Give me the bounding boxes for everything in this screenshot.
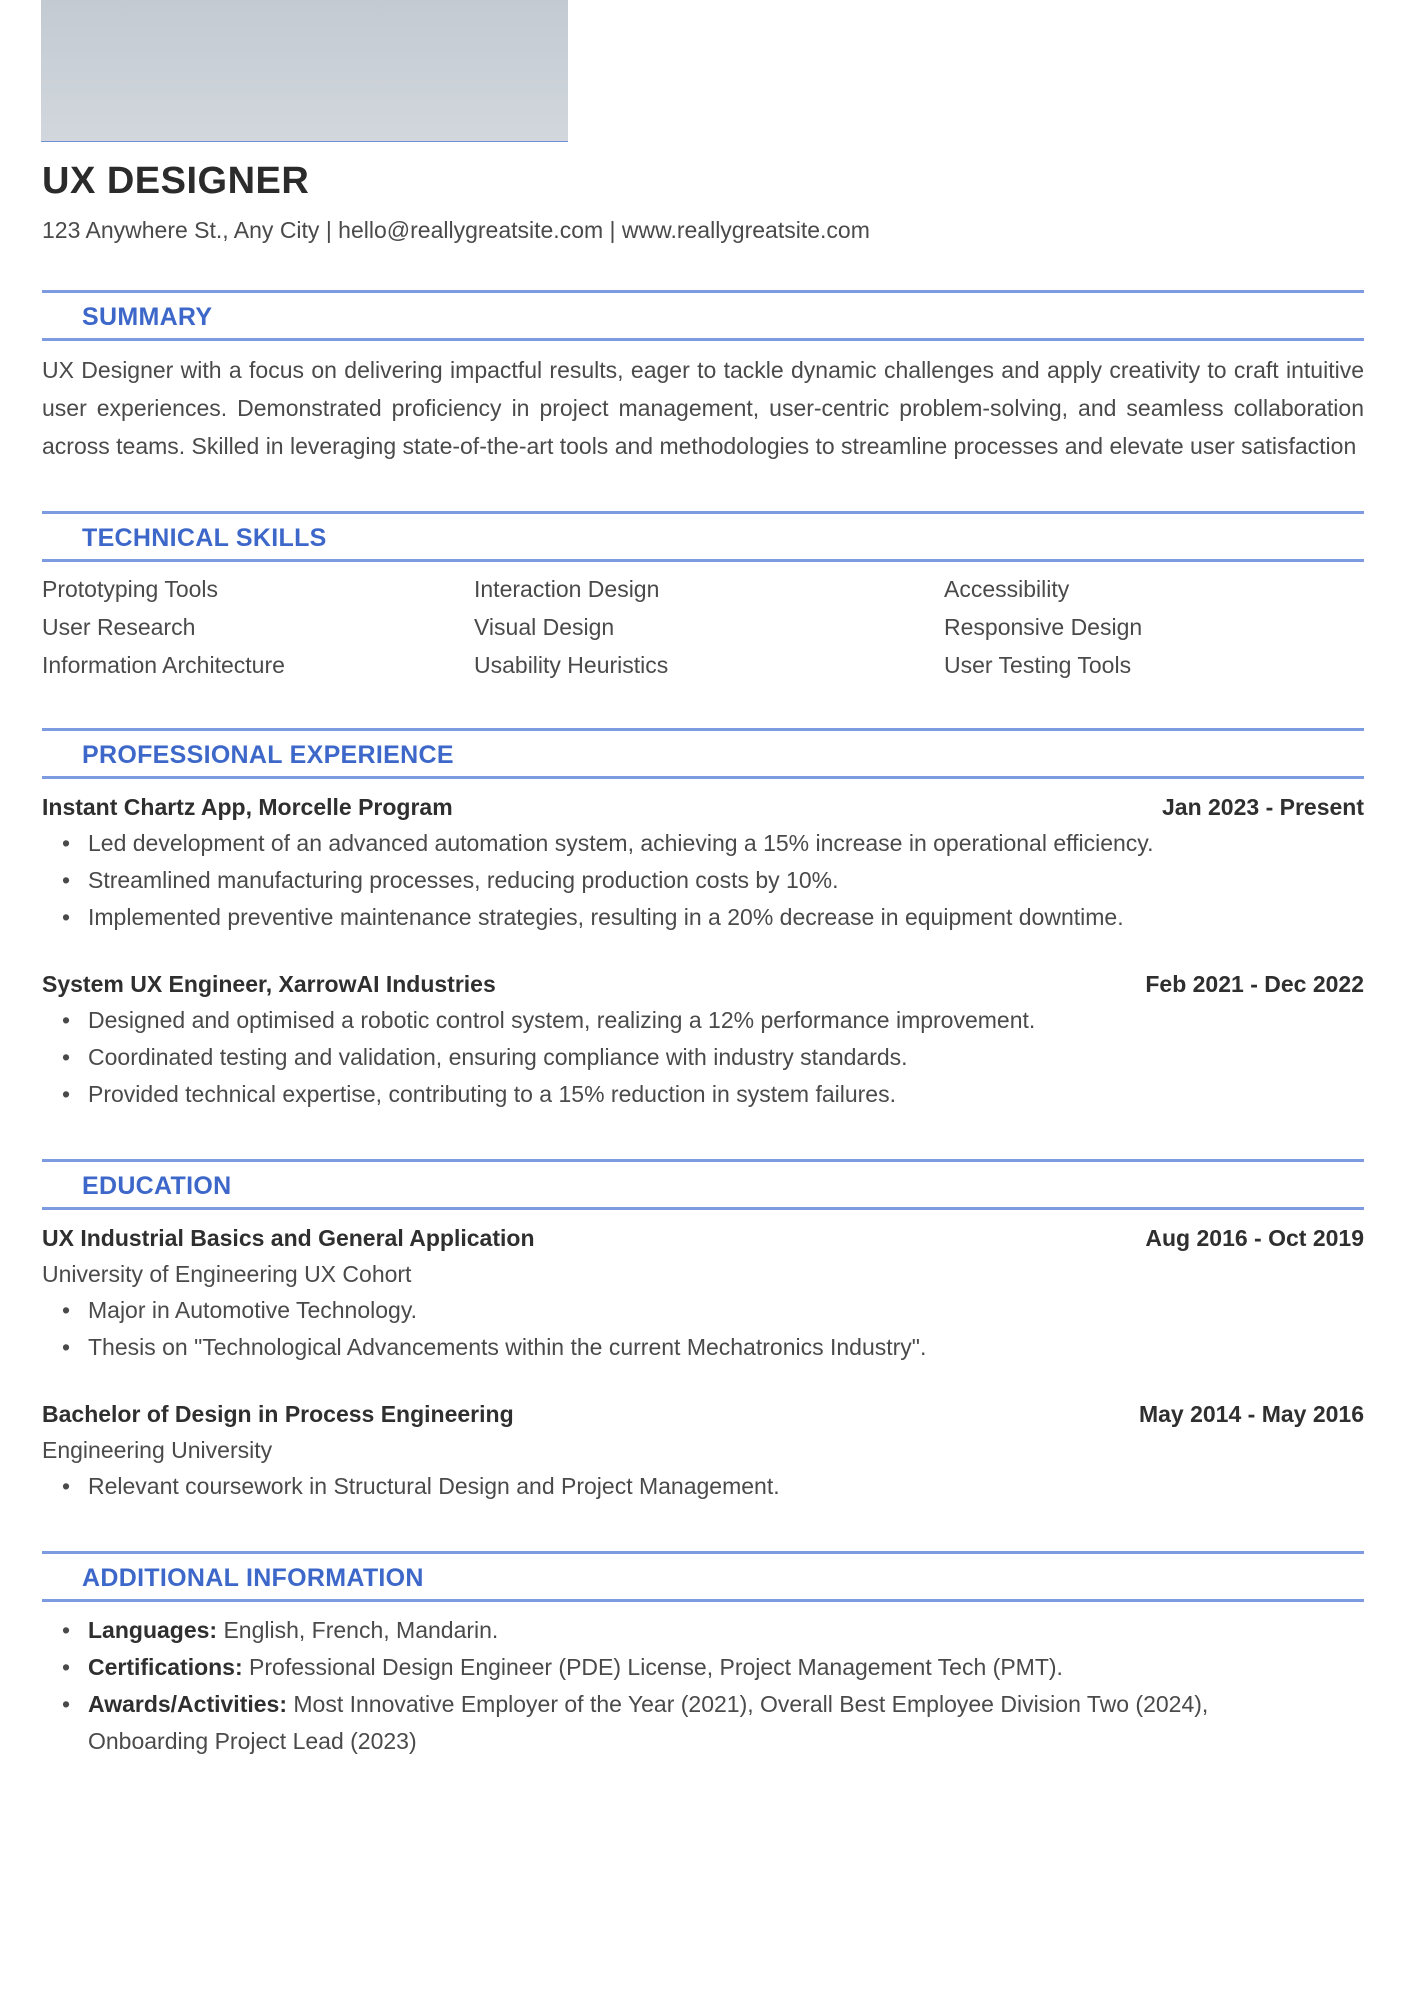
info-text: Professional Design Engineer (PDE) License, Project Management Tech (PMT). xyxy=(242,1654,1063,1680)
summary-text: UX Designer with a focus on delivering impactful results, eager to tackle dynamic challenges and apply creativity to craft intuitive user experiences. Demonstrated proficiency in project management, user-centric problem-solving, and seamless collaboration across teams. Skilled in leveraging state-of-the-art tools and methodologies to streamline processes and elevate user satisfaction xyxy=(42,357,1364,459)
job-header xyxy=(42,966,1364,1002)
job-dates: Feb 2021 - Dec 2022 xyxy=(1145,971,1364,997)
resume-page xyxy=(42,150,1364,1760)
job-title: System UX Engineer, XarrowAI Industries xyxy=(42,971,496,997)
job-dates: Jan 2023 - Present xyxy=(1161,794,1364,820)
list-item: • Implemented preventive maintenance strategies, resulting in a 20% decrease in equipment downtime. xyxy=(88,899,1364,936)
skill-item: Visual Design xyxy=(474,614,615,640)
experience-section xyxy=(42,728,1364,1113)
info-text: Most Innovative Employer of the Year (2021), Overall Best Employee Division Two (2024), Onboarding Project Lead (2023) xyxy=(88,1691,1209,1754)
list-item: • Designed and optimised a robotic control system, realizing a 12% performance improvement. xyxy=(88,1002,1364,1039)
info-label: Awards/Activities: xyxy=(88,1691,287,1717)
photo-placeholder xyxy=(41,0,568,142)
education-title: Bachelor of Design in Process Engineering xyxy=(42,1401,514,1427)
skills-section xyxy=(42,511,1364,682)
list-item: • Relevant coursework in Structural Design and Project Management. xyxy=(88,1468,1364,1505)
education-section xyxy=(42,1159,1364,1505)
education-title: UX Industrial Basics and General Application xyxy=(42,1225,535,1251)
additional-section xyxy=(42,1551,1364,1760)
job-title: Instant Chartz App, Morcelle Program xyxy=(42,794,453,820)
education-dates: May 2014 - May 2016 xyxy=(1138,1401,1364,1427)
skill-item: Interaction Design xyxy=(474,576,660,602)
summary-section xyxy=(42,290,1364,465)
info-text: English, French, Mandarin. xyxy=(217,1617,499,1643)
education-entry xyxy=(42,1396,1364,1505)
education-institution: Engineering University xyxy=(42,1437,273,1463)
skills-heading: TECHNICAL SKILLS xyxy=(42,511,1364,562)
skill-item: User Testing Tools xyxy=(944,652,1132,678)
list-item: • Streamlined manufacturing processes, reducing production costs by 10%. xyxy=(88,862,1364,899)
contact-line: 123 Anywhere St., Any City | hello@reallygreatsite.com | www.reallygreatsite.com xyxy=(42,217,870,243)
education-dates: Aug 2016 - Oct 2019 xyxy=(1145,1225,1364,1251)
page-title: UX DESIGNER xyxy=(42,160,310,202)
job-entry xyxy=(42,966,1364,1113)
info-label: Certifications: xyxy=(88,1654,243,1680)
job-bullets xyxy=(42,1002,1364,1113)
additional-list xyxy=(42,1612,1364,1760)
job-entry xyxy=(42,789,1364,936)
education-heading: EDUCATION xyxy=(42,1159,1364,1210)
skill-item: Accessibility xyxy=(944,576,1070,602)
skill-item: Prototyping Tools xyxy=(42,576,219,602)
skill-item: User Research xyxy=(42,614,196,640)
experience-heading: PROFESSIONAL EXPERIENCE xyxy=(42,728,1364,779)
list-item: • Major in Automotive Technology. xyxy=(88,1292,1364,1329)
list-item xyxy=(88,1649,1364,1686)
education-header xyxy=(42,1220,1364,1256)
info-label: Languages: xyxy=(88,1617,218,1643)
list-item: • Thesis on "Technological Advancements within the current Mechatronics Industry". xyxy=(88,1329,1364,1366)
skill-item: Usability Heuristics xyxy=(474,652,669,678)
education-institution: University of Engineering UX Cohort xyxy=(42,1261,412,1287)
education-entry xyxy=(42,1220,1364,1366)
list-item: • Coordinated testing and validation, ensuring compliance with industry standards. xyxy=(88,1039,1364,1076)
education-header xyxy=(42,1396,1364,1432)
job-header xyxy=(42,789,1364,825)
list-item: • Provided technical expertise, contributing to a 15% reduction in system failures. xyxy=(88,1076,1364,1113)
education-bullets xyxy=(42,1292,1364,1366)
skill-item: Information Architecture xyxy=(42,652,285,678)
summary-heading: SUMMARY xyxy=(42,290,1364,341)
additional-heading: ADDITIONAL INFORMATION xyxy=(42,1551,1364,1602)
list-item xyxy=(88,1686,1364,1760)
job-bullets xyxy=(42,825,1364,936)
list-item: • Led development of an advanced automation system, achieving a 15% increase in operational efficiency. xyxy=(88,825,1364,862)
skills-grid xyxy=(42,572,1364,682)
list-item xyxy=(88,1612,1364,1649)
education-bullets xyxy=(42,1468,1364,1505)
skill-item: Responsive Design xyxy=(944,614,1143,640)
